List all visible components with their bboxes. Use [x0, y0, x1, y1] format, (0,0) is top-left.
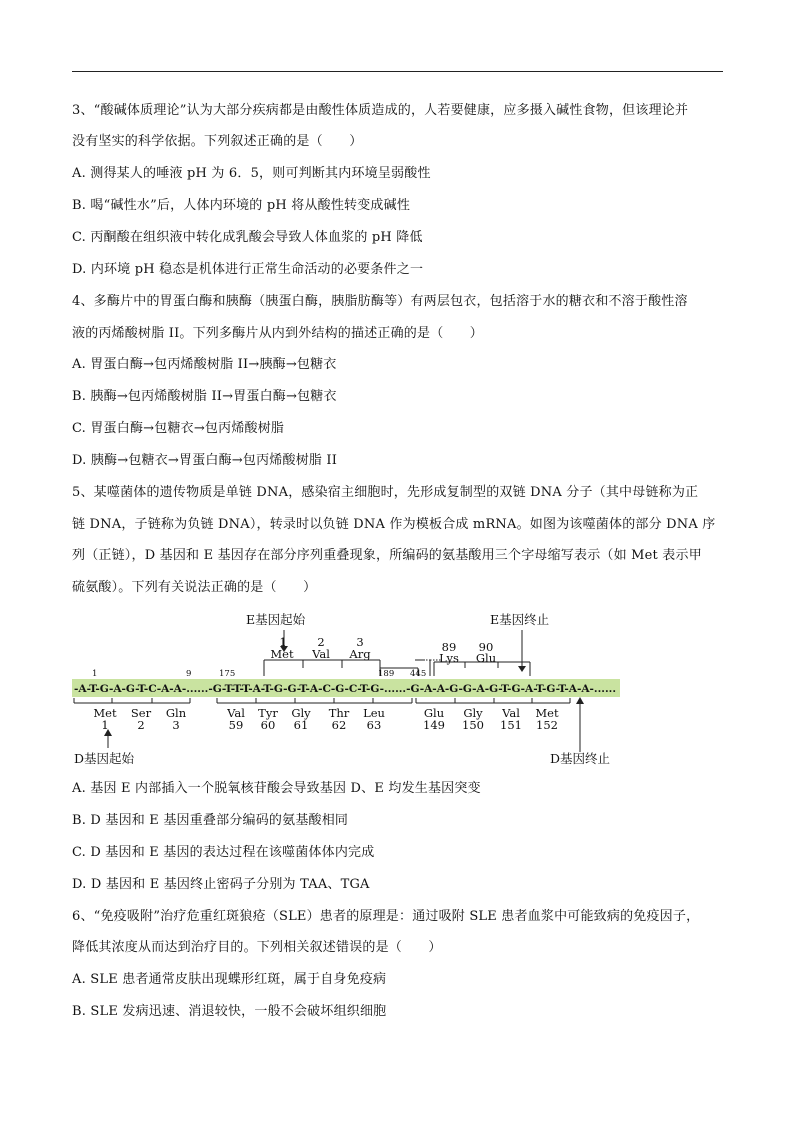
- bottom-codon-num: 151: [500, 718, 522, 732]
- position-1: 1: [92, 669, 98, 679]
- top-codon-num: 1: [279, 635, 287, 649]
- q4-option-a: A. 胃蛋白酶→包丙烯酸树脂 II→胰酶→包糖衣: [72, 357, 337, 372]
- bottom-codon-aa: Glu: [423, 706, 445, 720]
- q6-stem-line2: 降低其浓度从而达到治疗目的。下列相关叙述错误的是（ ）: [72, 940, 442, 955]
- q5-option-d: D. D 基因和 E 基因终止密码子分别为 TAA、TGA: [72, 877, 370, 892]
- bottom-codon-aa: Gly: [463, 706, 483, 720]
- bottom-codon-num: 61: [293, 718, 309, 732]
- bottom-codon-num: 1: [101, 718, 109, 732]
- top-codon-num: 3: [356, 635, 364, 649]
- bottom-codon-num: 3: [172, 718, 180, 732]
- top-codon-num: 89: [441, 640, 457, 654]
- dna-sequence: -A-T-G-A-G-T-C-A-A-......-G-T-T-T-A-T-G-G-T-A-C-G-C-T-G-......-G-A-A-G-G-A-G-T-G-A-T-G-T-A-A-......: [74, 683, 616, 695]
- bottom-codon-num: 59: [228, 718, 244, 732]
- q5-option-b: B. D 基因和 E 基因重叠部分编码的氨基酸相同: [72, 813, 349, 828]
- top-codon-num: 2: [317, 635, 325, 649]
- q4-option-b: B. 胰酶→包丙烯酸树脂 II→胃蛋白酶→包糖衣: [72, 389, 337, 404]
- bottom-codon-aa: Met: [535, 706, 559, 720]
- d-gene-start-label: D基因起始: [74, 751, 135, 766]
- q3-option-a: A. 测得某人的唾液 pH 为 6．5，则可判断其内环境呈弱酸性: [72, 166, 431, 181]
- bottom-codon-aa: Ser: [130, 706, 152, 720]
- bottom-codon-num: 62: [331, 718, 347, 732]
- bottom-codon-num: 2: [137, 718, 145, 732]
- d-gene-end-label: D基因终止: [550, 751, 611, 766]
- position-189: 189: [378, 669, 395, 679]
- q3-option-b: B. 喝“碱性水”后，人体内环境的 pH 将从酸性转变成碱性: [72, 198, 411, 213]
- bottom-codon-aa: Gln: [165, 706, 187, 720]
- bottom-codon-num: 60: [260, 718, 276, 732]
- bottom-codon-aa: Val: [502, 706, 520, 720]
- e-gene-start-label: E基因起始: [246, 612, 306, 627]
- q3-stem-line1: 3、“酸碱体质理论”认为大部分疾病都是由酸性体质造成的，人若要健康，应多摄入碱性食物，但该理论并: [72, 103, 689, 118]
- bottom-codon-num: 149: [423, 718, 445, 732]
- bottom-codon-aa: Val: [227, 706, 245, 720]
- bottom-codon-num: 152: [536, 718, 558, 732]
- q4-option-c: C. 胃蛋白酶→包糖衣→包丙烯酸树脂: [72, 421, 285, 436]
- q5-stem-line4: 硫氨酸）。下列有关说法正确的是（ ）: [72, 580, 317, 595]
- bottom-codon-aa: Gly: [291, 706, 311, 720]
- q6-option-a: A. SLE 患者通常皮肤出现蝶形红斑，属于自身免疫病: [72, 972, 387, 987]
- q5-stem-line3: 列（正链），D 基因和 E 基因存在部分序列重叠现象，所编码的氨基酸用三个字母缩写表示（如 Met 表示甲: [72, 548, 702, 563]
- top-codon-aa: Met: [270, 647, 294, 661]
- position-175: 175: [219, 669, 236, 679]
- q6-option-b: B. SLE 发病迅速、消退较快，一般不会破坏组织细胞: [72, 1004, 387, 1019]
- dna-overlap-diagram: [70, 606, 630, 771]
- e-gene-end-label: E基因终止: [490, 612, 550, 627]
- q5-stem-line2: 链 DNA，子链称为负链 DNA），转录时以负链 DNA 作为模板合成 mRNA。如图为该噬菌体的部分 DNA 序: [72, 517, 716, 532]
- q4-option-d: D. 胰酶→包糖衣→胃蛋白酶→包丙烯酸树脂 II: [72, 453, 338, 468]
- q3-option-d: D. 内环境 pH 稳态是机体进行正常生命活动的必要条件之一: [72, 262, 424, 277]
- top-codon-aa: Glu: [475, 651, 497, 665]
- q4-stem-line2: 液的丙烯酸树脂 II。下列多酶片从内到外结构的描述正确的是（ ）: [72, 326, 484, 341]
- q5-option-c: C. D 基因和 E 基因的表达过程在该噬菌体体内完成: [72, 845, 375, 860]
- q5-stem-line1: 5、某噬菌体的遗传物质是单链 DNA，感染宿主细胞时，先形成复制型的双链 DNA 分子（其中母链称为正: [72, 485, 699, 500]
- bottom-codon-aa: Thr: [328, 706, 350, 720]
- position-445: 445: [410, 669, 427, 679]
- q3-stem-line2: 没有坚实的科学依据。下列叙述正确的是（ ）: [72, 134, 363, 149]
- bottom-codon-aa: Met: [93, 706, 117, 720]
- bottom-codon-aa: Tyr: [258, 706, 278, 720]
- bottom-codon-aa: Leu: [363, 706, 385, 720]
- q3-option-c: C. 丙酮酸在组织液中转化成乳酸会导致人体血浆的 pH 降低: [72, 230, 423, 245]
- q6-stem-line1: 6、“免疫吸附”治疗危重红斑狼疮（SLE）患者的原理是：通过吸附 SLE 患者血浆中可能致病的免疫因子，: [72, 909, 700, 924]
- top-codon-num: 90: [478, 640, 494, 654]
- bottom-codon-num: 63: [366, 718, 382, 732]
- top-codon-aa: Val: [312, 647, 330, 661]
- bottom-codon-num: 150: [462, 718, 484, 732]
- header-rule: [72, 71, 723, 72]
- top-codon-aa: Arg: [349, 647, 371, 661]
- q4-stem-line1: 4、多酶片中的胃蛋白酶和胰酶（胰蛋白酶，胰脂肪酶等）有两层包衣，包括溶于水的糖衣和不溶于酸性溶: [72, 294, 688, 309]
- top-codon-aa: Lys: [439, 651, 459, 665]
- q5-option-a: A. 基因 E 内部插入一个脱氧核苷酸会导致基因 D、E 均发生基因突变: [72, 781, 481, 796]
- position-9: 9: [186, 669, 192, 679]
